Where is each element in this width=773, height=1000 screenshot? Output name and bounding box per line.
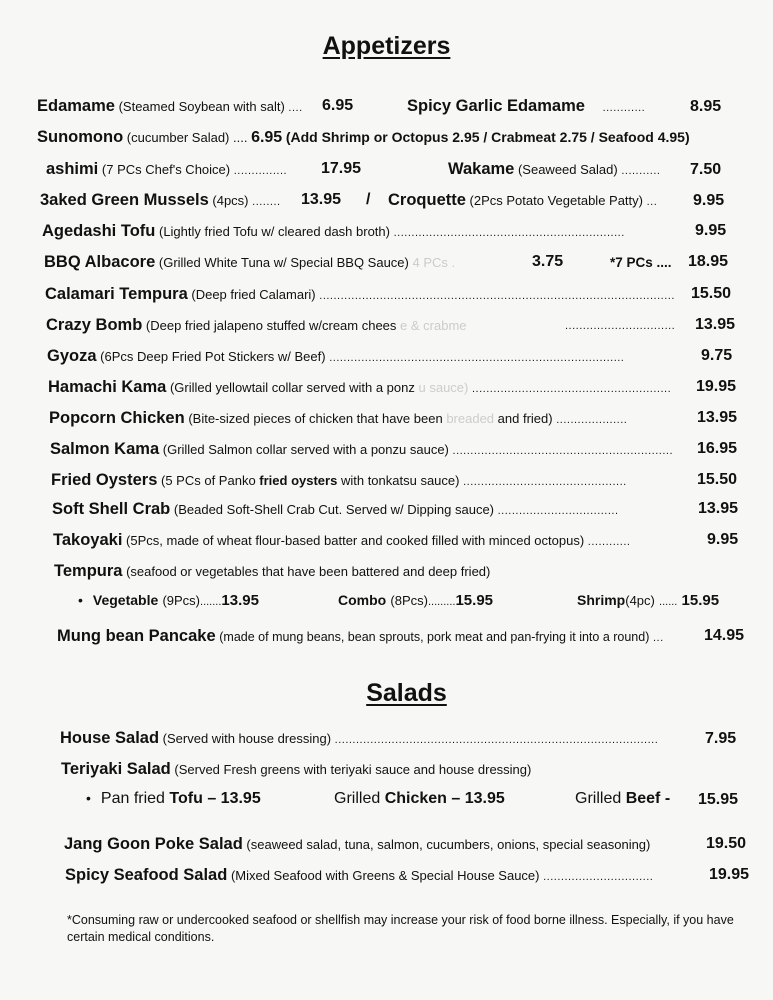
price-house-salad: 7.95: [705, 730, 737, 747]
option-price: 15.95: [455, 592, 494, 609]
price-gyoza: 9.75: [701, 347, 733, 364]
item-desc-2: with tonkatsu sauce): [340, 473, 460, 488]
menu-item-salmon-kama: [50, 440, 673, 459]
faded-text: breaded: [446, 411, 495, 426]
option-pcs: (4pc): [625, 593, 655, 608]
item-desc: (Bite-sized pieces of chicken that have been: [188, 411, 443, 426]
menu-item-hamachi-kama: [48, 378, 671, 397]
dot-leader: .........: [427, 596, 456, 608]
dot-leader: .......: [200, 596, 222, 608]
dot-leader: ....: [288, 102, 303, 114]
item-desc: (Beaded Soft-Shell Crab Cut. Served w/ Dipping sauce): [173, 502, 494, 517]
dot-leader: ...................................................................................: [329, 352, 625, 364]
price-sashimi: 17.95: [321, 160, 362, 177]
dot-leader: ...........: [621, 165, 661, 177]
item-name: Soft Shell Crab: [52, 500, 171, 518]
price-wakame: 7.50: [690, 161, 722, 178]
option-label: Chicken: [384, 790, 447, 807]
item-desc: (4pcs): [212, 193, 249, 208]
item-name: Hamachi Kama: [48, 378, 167, 396]
item-name: Agedashi Tofu: [42, 222, 156, 240]
dot-leader: ...: [653, 632, 664, 644]
item-desc: (Grilled White Tuna w/ Special BBQ Sauce): [158, 255, 409, 270]
item-name: Croquette: [388, 191, 466, 209]
menu-item-croquette: [388, 191, 657, 210]
teriyaki-option-tofu: [86, 790, 261, 808]
menu-item-sashimi: [46, 160, 287, 179]
item-price: 6.95: [251, 129, 283, 146]
menu-item-wakame: [448, 160, 660, 179]
item-name: Salmon Kama: [50, 440, 160, 458]
bullet-icon: •: [86, 790, 91, 806]
menu-item-spicy-seafood-salad: [65, 866, 653, 885]
menu-item-bbq-albacore: [44, 253, 455, 272]
menu-item-baked-green-mussels: [40, 191, 281, 210]
price-edamame: 6.95: [322, 97, 354, 114]
bbq-albacore-7pcs-option: *7 PCs ....: [610, 255, 672, 270]
item-name: Edamame: [37, 97, 115, 115]
faded-text: u sauce): [418, 380, 469, 395]
dot-leader: .................................................................: [393, 227, 625, 239]
item-desc: (seaweed salad, tuna, salmon, cucumbers, onions, special seasoning): [246, 837, 651, 852]
price-spicy-seafood-salad: 19.95: [709, 866, 750, 883]
item-desc: (Seaweed Salad): [517, 162, 618, 177]
item-desc: (Deep fried jalapeno stuffed w/cream chees: [145, 318, 397, 333]
item-desc: (Lightly fried Tofu w/ cleared dash broth): [158, 224, 390, 239]
item-desc: (Deep fried Calamari): [191, 287, 316, 302]
menu-item-mung-bean-pancake: [57, 627, 664, 646]
option-label: Combo: [338, 592, 387, 608]
option-label: Beef: [625, 790, 661, 807]
price-mung-bean-pancake: 14.95: [704, 627, 745, 644]
price-fried-oysters: 15.50: [697, 471, 738, 488]
option-prefix: Grilled: [334, 790, 381, 807]
menu-item-soft-shell-crab: [52, 500, 619, 519]
dot-leader-crazy-bomb: ...............................: [565, 320, 676, 332]
price-salmon-kama: 16.95: [697, 440, 738, 457]
price-takoyaki: 9.95: [707, 531, 739, 548]
bullet-icon: •: [78, 592, 83, 608]
dot-leader: ...............: [233, 165, 288, 177]
price-bbq-albacore-4pcs: 3.75: [532, 253, 564, 270]
item-name: Gyoza: [47, 347, 97, 365]
footnote-food-safety: *Consuming raw or undercooked seafood or shellfish may increase your risk of food borne illness. Especially, if you have certain medical conditions.: [67, 913, 734, 944]
item-desc: (6Pcs Deep Fried Pot Stickers w/ Beef): [100, 349, 326, 364]
item-name: BBQ Albacore: [44, 253, 156, 271]
price-bbq-albacore-7pcs: 18.95: [688, 253, 729, 270]
menu-item-crazy-bomb: [46, 316, 467, 335]
item-name: Sunomono: [37, 128, 124, 146]
dot-leader: ............: [587, 536, 631, 548]
item-desc: (seafood or vegetables that have been battered and deep fried): [126, 564, 491, 579]
item-name: Takoyaki: [53, 531, 123, 549]
menu-item-gyoza: [47, 347, 624, 366]
menu-item-sunomono: [37, 128, 690, 147]
tempura-option-vegetable: [78, 592, 259, 609]
price-hamachi-kama: 19.95: [696, 378, 737, 395]
menu-item-tempura: [54, 562, 490, 581]
item-desc: (2Pcs Potato Vegetable Patty): [469, 193, 643, 208]
price-soft-shell-crab: 13.95: [698, 500, 739, 517]
menu-item-jang-goon-poke-salad: [64, 835, 650, 854]
price-teriyaki-beef: 15.95: [698, 791, 739, 808]
salads-heading: Salads: [366, 679, 447, 707]
item-desc: (Grilled yellowtail collar served with a ponz: [169, 380, 415, 395]
dot-leader: ....................: [556, 414, 628, 426]
menu-item-spicy-garlic-edamame: [407, 97, 645, 116]
appetizers-heading: Appetizers: [322, 32, 451, 60]
dot-leader: ............: [602, 102, 646, 114]
menu-item-popcorn-chicken: [49, 409, 627, 428]
menu-item-house-salad: [60, 729, 658, 748]
option-label: Shrimp: [577, 592, 626, 608]
dot-leader: ..............................................: [463, 476, 627, 488]
item-name: Spicy Seafood Salad: [65, 866, 228, 884]
option-pcs: (9Pcs): [162, 593, 201, 608]
dot-leader: ......: [659, 596, 678, 608]
menu-item-teriyaki-salad: [61, 760, 531, 779]
option-price: – 13.95: [451, 790, 505, 807]
option-price: 13.95: [221, 592, 259, 609]
item-name: Wakame: [448, 160, 515, 178]
teriyaki-option-beef: [575, 790, 670, 808]
item-desc: (Steamed Soybean with salt): [118, 99, 285, 114]
price-calamari-tempura: 15.50: [691, 285, 732, 302]
menu-item-agedashi-tofu: [42, 222, 625, 241]
item-desc-bold: fried oysters: [259, 473, 338, 488]
dot-leader: ..............................................................: [452, 445, 673, 457]
item-name: 3aked Green Mussels: [40, 191, 209, 209]
dot-leader: ...........................................................................................: [334, 734, 659, 746]
item-name: Teriyaki Salad: [61, 760, 171, 778]
price-baked-green-mussels: 13.95: [301, 191, 342, 208]
menu-item-calamari-tempura: [45, 285, 675, 304]
item-name: Crazy Bomb: [46, 316, 143, 334]
item-desc: (5Pcs, made of wheat flour-based batter and cooked filled with minced octopus): [126, 533, 585, 548]
item-name: Calamari Tempura: [45, 285, 188, 303]
item-name: Tempura: [54, 562, 123, 580]
option-label: Vegetable: [92, 592, 159, 608]
item-desc-2: and fried): [497, 411, 553, 426]
item-addon: (Add Shrimp or Octopus 2.95 / Crabmeat 2.75 / Seafood 4.95): [285, 129, 690, 145]
option-price: 15.95: [681, 592, 720, 609]
option-pcs: (8Pcs): [390, 593, 428, 608]
item-name: Fried Oysters: [51, 471, 158, 489]
price-jang-goon-poke-salad: 19.50: [706, 835, 747, 852]
option-price: – 13.95: [207, 790, 261, 807]
price-spicy-garlic-edamame: 8.95: [690, 98, 722, 115]
menu-item-fried-oysters: [51, 471, 627, 490]
menu-item-edamame: [37, 97, 303, 116]
menu-item-takoyaki: [53, 531, 630, 550]
tempura-option-combo: [338, 592, 493, 609]
item-desc: (made of mung beans, bean sprouts, pork meat and pan-frying it into a round): [219, 630, 650, 644]
dot-leader: ...............................: [543, 871, 654, 883]
item-desc: (Grilled Salmon collar served with a ponzu sauce): [162, 442, 449, 457]
item-name: Spicy Garlic Edamame: [407, 97, 585, 115]
item-desc: (Served with house dressing): [162, 731, 332, 746]
item-desc: (5 PCs of Panko: [161, 473, 256, 488]
separator-slash: /: [366, 191, 371, 208]
dot-leader: ...: [646, 196, 658, 208]
item-name: ashimi: [46, 160, 99, 178]
faded-text: e & crabme: [400, 318, 467, 333]
dot-leader: ....................................................................................................: [319, 290, 675, 302]
price-crazy-bomb: 13.95: [695, 316, 736, 333]
tempura-option-shrimp: [577, 592, 719, 609]
dot-leader: ........................................................: [472, 383, 672, 395]
item-desc: (cucumber Salad) ....: [126, 130, 248, 145]
item-name: Mung bean Pancake: [57, 627, 216, 645]
item-desc: (Served Fresh greens with teriyaki sauce and house dressing): [174, 762, 532, 777]
dot-leader: ..................................: [497, 505, 619, 517]
item-name: Jang Goon Poke Salad: [64, 835, 243, 853]
option-label: Tofu: [169, 790, 203, 807]
teriyaki-option-chicken: [334, 790, 505, 808]
option-prefix: Pan fried: [100, 790, 165, 807]
option-dash: -: [664, 790, 671, 807]
item-desc: (7 PCs Chef's Choice): [101, 162, 231, 177]
item-name: Popcorn Chicken: [49, 409, 185, 427]
option-prefix: Grilled: [575, 790, 622, 807]
dot-leader: ........: [252, 196, 281, 208]
price-popcorn-chicken: 13.95: [697, 409, 738, 426]
item-desc: (Mixed Seafood with Greens & Special House Sauce): [230, 868, 540, 883]
price-croquette: 9.95: [693, 192, 725, 209]
item-name: House Salad: [60, 729, 160, 747]
price-agedashi-tofu: 9.95: [695, 222, 727, 239]
faded-text: 4 PCs .: [412, 255, 456, 270]
